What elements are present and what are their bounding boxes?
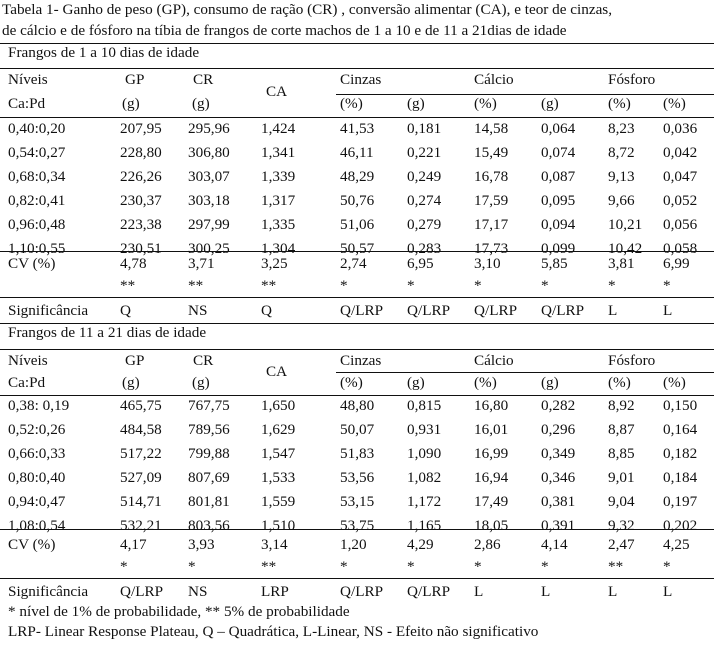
cell-ash-pct: 48,29 (340, 168, 375, 185)
significance-stars-ash-g: * (407, 558, 415, 575)
significance-gp: Q (120, 302, 131, 319)
cell-level: 0,80:0,40 (8, 469, 66, 486)
cell-cr: 799,88 (188, 445, 230, 462)
cell-phosphorus-pct: 8,85 (608, 445, 635, 462)
significance-stars-phosphorus-g: * (663, 277, 671, 294)
cell-ash-pct: 48,80 (340, 397, 375, 414)
cell-phosphorus-pct: 8,23 (608, 120, 635, 137)
cell-cr: 767,75 (188, 397, 230, 414)
header-calcio: Cálcio (474, 71, 514, 88)
significance-ash-g: Q/LRP (407, 583, 451, 600)
header-unit-1: (g) (407, 374, 425, 391)
cv-calcium-pct: 2,86 (474, 536, 501, 553)
significance-stars-calcium-pct: * (474, 277, 482, 294)
cell-ash-pct: 50,57 (340, 240, 375, 257)
cell-calcium-pct: 17,49 (474, 493, 509, 510)
cell-phosphorus-pct: 9,04 (608, 493, 635, 510)
cell-gp: 514,71 (120, 493, 162, 510)
cell-calcium-pct: 15,49 (474, 144, 509, 161)
rule-section-0-top-1 (0, 68, 714, 69)
cell-level: 0,54:0,27 (8, 144, 66, 161)
header-cr: CR (193, 352, 214, 369)
header-unit-0: (%) (340, 95, 363, 112)
cell-cr: 303,18 (188, 192, 230, 209)
significance-ca: LRP (261, 583, 289, 600)
cv-ash-g: 4,29 (407, 536, 434, 553)
table-caption-line-1: Tabela 1- Ganho de peso (GP), consumo de ração (CR) , conversão alimentar (CA), e teor de cinzas, (2, 1, 613, 18)
cell-ca: 1,424 (261, 120, 296, 137)
cell-phosphorus-pct: 9,13 (608, 168, 635, 185)
section-title: Frangos de 1 a 10 dias de idade (8, 44, 200, 61)
cell-ash-pct: 50,07 (340, 421, 375, 438)
cell-ash-g: 1,165 (407, 517, 442, 534)
footnote-abbreviations: LRP- Linear Response Plateau, Q – Quadrática, L-Linear, NS - Efeito não significativo (8, 623, 539, 640)
header-ca-pd: Ca:Pd (8, 95, 46, 112)
header-unit-2: (%) (474, 95, 497, 112)
cell-ash-pct: 51,83 (340, 445, 375, 462)
cell-ash-g: 1,082 (407, 469, 442, 486)
cv-label: CV (%) (8, 255, 56, 272)
cell-ca: 1,317 (261, 192, 296, 209)
cell-ca: 1,650 (261, 397, 296, 414)
cell-cr: 801,81 (188, 493, 230, 510)
cell-phosphorus-g: 0,052 (663, 192, 698, 209)
cell-ash-g: 0,221 (407, 144, 442, 161)
cell-phosphorus-g: 0,056 (663, 216, 698, 233)
header-unit-3: (g) (541, 374, 559, 391)
cell-calcium-g: 0,099 (541, 240, 576, 257)
cell-calcium-g: 0,064 (541, 120, 576, 137)
cell-level: 0,82:0,41 (8, 192, 66, 209)
significance-stars-cr: * (188, 558, 196, 575)
cell-calcium-g: 0,094 (541, 216, 576, 233)
rule-above-significance-0 (0, 297, 714, 298)
significance-phosphorus-pct: L (608, 302, 618, 319)
cv-calcium-g: 4,14 (541, 536, 568, 553)
significance-stars-gp: * (120, 558, 128, 575)
cv-label: CV (%) (8, 536, 56, 553)
cell-ash-pct: 50,76 (340, 192, 375, 209)
significance-stars-ash-pct: * (340, 277, 348, 294)
header-unit-5: (%) (663, 374, 686, 391)
cell-calcium-g: 0,095 (541, 192, 576, 209)
significance-stars-calcium-pct: * (474, 558, 482, 575)
significance-calcium-pct: L (474, 583, 484, 600)
header-ca: CA (266, 363, 288, 380)
cell-ca: 1,335 (261, 216, 296, 233)
significance-stars-ca: ** (261, 558, 277, 575)
header-calcio: Cálcio (474, 352, 514, 369)
cv-calcium-g: 5,85 (541, 255, 568, 272)
cell-calcium-g: 0,346 (541, 469, 576, 486)
significance-cr: NS (188, 583, 208, 600)
significance-stars-phosphorus-pct: ** (608, 558, 624, 575)
cell-ash-g: 1,172 (407, 493, 442, 510)
cv-ash-pct: 2,74 (340, 255, 367, 272)
cell-phosphorus-pct: 10,42 (608, 240, 643, 257)
cell-level: 0,66:0,33 (8, 445, 66, 462)
header-cr-unit: (g) (192, 374, 210, 391)
significance-stars-ash-g: * (407, 277, 415, 294)
cell-phosphorus-g: 0,058 (663, 240, 698, 257)
cell-phosphorus-pct: 8,92 (608, 397, 635, 414)
header-ca-pd: Ca:Pd (8, 374, 46, 391)
header-cr-unit: (g) (192, 95, 210, 112)
cell-calcium-pct: 16,99 (474, 445, 509, 462)
cell-ash-pct: 53,75 (340, 517, 375, 534)
cv-gp: 4,17 (120, 536, 147, 553)
header-unit-4: (%) (608, 95, 631, 112)
cell-cr: 297,99 (188, 216, 230, 233)
cell-phosphorus-g: 0,182 (663, 445, 698, 462)
significance-stars-gp: ** (120, 277, 136, 294)
cell-gp: 465,75 (120, 397, 162, 414)
rule-group-subheader-0 (336, 94, 714, 95)
cell-gp: 226,26 (120, 168, 162, 185)
cell-calcium-pct: 17,17 (474, 216, 509, 233)
section-title: Frangos de 11 a 21 dias de idade (8, 324, 207, 341)
cell-phosphorus-pct: 9,32 (608, 517, 635, 534)
header-cinzas: Cinzas (340, 352, 382, 369)
significance-phosphorus-g: L (663, 583, 673, 600)
cell-calcium-pct: 16,01 (474, 421, 509, 438)
cell-ca: 1,341 (261, 144, 296, 161)
cell-phosphorus-g: 0,164 (663, 421, 698, 438)
rule-group-subheader-1 (336, 372, 714, 373)
cv-ca: 3,25 (261, 255, 288, 272)
cell-ca: 1,533 (261, 469, 296, 486)
cell-phosphorus-g: 0,036 (663, 120, 698, 137)
rule-section-1-top-1 (0, 349, 714, 350)
significance-stars-ash-pct: * (340, 558, 348, 575)
header-unit-2: (%) (474, 374, 497, 391)
significance-stars-phosphorus-pct: * (608, 277, 616, 294)
significance-ash-pct: Q/LRP (340, 302, 384, 319)
cell-cr: 789,56 (188, 421, 230, 438)
significance-ca: Q (261, 302, 272, 319)
cell-cr: 295,96 (188, 120, 230, 137)
cell-calcium-pct: 17,59 (474, 192, 509, 209)
significance-stars-cr: ** (188, 277, 204, 294)
significance-ash-g: Q/LRP (407, 302, 451, 319)
cell-calcium-pct: 16,78 (474, 168, 509, 185)
cell-level: 0,96:0,48 (8, 216, 66, 233)
cell-calcium-g: 0,296 (541, 421, 576, 438)
cell-cr: 803,56 (188, 517, 230, 534)
cell-ash-g: 0,815 (407, 397, 442, 414)
header-fosforo: Fósforo (608, 71, 656, 88)
header-niveis: Níveis (8, 352, 48, 369)
cv-phosphorus-pct: 2,47 (608, 536, 635, 553)
significance-label: Significância (8, 302, 89, 319)
header-ca: CA (266, 83, 288, 100)
significance-stars-phosphorus-g: * (663, 558, 671, 575)
header-unit-3: (g) (541, 95, 559, 112)
header-gp: GP (125, 71, 145, 88)
significance-calcium-pct: Q/LRP (474, 302, 518, 319)
cell-ash-g: 0,249 (407, 168, 442, 185)
cell-gp: 207,95 (120, 120, 162, 137)
cell-phosphorus-g: 0,197 (663, 493, 698, 510)
cell-calcium-g: 0,349 (541, 445, 576, 462)
cell-ash-pct: 51,06 (340, 216, 375, 233)
cell-ca: 1,559 (261, 493, 296, 510)
cell-phosphorus-pct: 8,72 (608, 144, 635, 161)
cell-ca: 1,547 (261, 445, 296, 462)
cell-ca: 1,629 (261, 421, 296, 438)
cell-gp: 230,51 (120, 240, 162, 257)
rule-above-significance-1 (0, 578, 714, 579)
cell-gp: 527,09 (120, 469, 162, 486)
significance-gp: Q/LRP (120, 583, 164, 600)
cell-level: 0,52:0,26 (8, 421, 66, 438)
cv-cr: 3,71 (188, 255, 215, 272)
cell-gp: 230,37 (120, 192, 162, 209)
cell-level: 0,68:0,34 (8, 168, 66, 185)
cell-calcium-g: 0,087 (541, 168, 576, 185)
cv-ash-pct: 1,20 (340, 536, 367, 553)
cv-phosphorus-g: 6,99 (663, 255, 690, 272)
cell-ash-g: 0,283 (407, 240, 442, 257)
cell-ash-g: 0,931 (407, 421, 442, 438)
header-cinzas: Cinzas (340, 71, 382, 88)
footnote-significance: * nível de 1% de probabilidade, ** 5% de probabilidade (8, 603, 350, 620)
header-cr: CR (193, 71, 214, 88)
cell-gp: 532,21 (120, 517, 162, 534)
significance-stars-calcium-g: * (541, 558, 549, 575)
cell-level: 0,38: 0,19 (8, 397, 70, 414)
cell-phosphorus-pct: 9,01 (608, 469, 635, 486)
significance-phosphorus-g: L (663, 302, 673, 319)
cv-calcium-pct: 3,10 (474, 255, 501, 272)
cell-ca: 1,304 (261, 240, 296, 257)
cell-cr: 300,25 (188, 240, 230, 257)
cell-ash-pct: 53,15 (340, 493, 375, 510)
header-unit-5: (%) (663, 95, 686, 112)
cell-level: 1,08:0,54 (8, 517, 66, 534)
cell-calcium-pct: 16,80 (474, 397, 509, 414)
cell-ash-g: 0,181 (407, 120, 442, 137)
cell-phosphorus-g: 0,184 (663, 469, 698, 486)
cell-calcium-pct: 18,05 (474, 517, 509, 534)
cell-phosphorus-g: 0,150 (663, 397, 698, 414)
cell-gp: 228,80 (120, 144, 162, 161)
cv-phosphorus-pct: 3,81 (608, 255, 635, 272)
significance-ash-pct: Q/LRP (340, 583, 384, 600)
cell-ca: 1,510 (261, 517, 296, 534)
cv-gp: 4,78 (120, 255, 147, 272)
significance-stars-calcium-g: * (541, 277, 549, 294)
cv-cr: 3,93 (188, 536, 215, 553)
header-gp-unit: (g) (122, 95, 140, 112)
cell-level: 0,40:0,20 (8, 120, 66, 137)
cell-gp: 223,38 (120, 216, 162, 233)
header-unit-0: (%) (340, 374, 363, 391)
significance-phosphorus-pct: L (608, 583, 618, 600)
cell-gp: 484,58 (120, 421, 162, 438)
table-caption-line-2: de cálcio e de fósforo na tíbia de frangos de corte machos de 1 a 10 e de 11 a 21dias de idade (2, 22, 567, 39)
cell-calcium-pct: 17,73 (474, 240, 509, 257)
header-gp: GP (125, 352, 145, 369)
significance-stars-ca: ** (261, 277, 277, 294)
cell-ash-g: 0,279 (407, 216, 442, 233)
cell-level: 1,10:0,55 (8, 240, 66, 257)
header-unit-4: (%) (608, 374, 631, 391)
cell-calcium-g: 0,381 (541, 493, 576, 510)
cell-phosphorus-g: 0,042 (663, 144, 698, 161)
cell-gp: 517,22 (120, 445, 162, 462)
cv-ash-g: 6,95 (407, 255, 434, 272)
cell-ash-pct: 53,56 (340, 469, 375, 486)
significance-calcium-g: Q/LRP (541, 302, 585, 319)
cell-ca: 1,339 (261, 168, 296, 185)
header-unit-1: (g) (407, 95, 425, 112)
cell-cr: 306,80 (188, 144, 230, 161)
header-niveis: Níveis (8, 71, 48, 88)
cell-cr: 807,69 (188, 469, 230, 486)
rule-header-bottom-0 (0, 117, 714, 118)
cell-ash-pct: 46,11 (340, 144, 374, 161)
significance-calcium-g: L (541, 583, 551, 600)
rule-header-bottom-1 (0, 395, 714, 396)
cell-phosphorus-pct: 9,66 (608, 192, 635, 209)
cell-phosphorus-g: 0,202 (663, 517, 698, 534)
cell-calcium-g: 0,282 (541, 397, 576, 414)
cell-ash-g: 1,090 (407, 445, 442, 462)
cell-phosphorus-pct: 10,21 (608, 216, 643, 233)
cell-ash-pct: 41,53 (340, 120, 375, 137)
cv-phosphorus-g: 4,25 (663, 536, 690, 553)
significance-cr: NS (188, 302, 208, 319)
cell-level: 0,94:0,47 (8, 493, 66, 510)
cell-ash-g: 0,274 (407, 192, 442, 209)
cell-calcium-g: 0,074 (541, 144, 576, 161)
cv-ca: 3,14 (261, 536, 288, 553)
significance-label: Significância (8, 583, 89, 600)
header-gp-unit: (g) (122, 374, 140, 391)
cell-phosphorus-pct: 8,87 (608, 421, 635, 438)
cell-calcium-pct: 16,94 (474, 469, 509, 486)
cell-phosphorus-g: 0,047 (663, 168, 698, 185)
cell-cr: 303,07 (188, 168, 230, 185)
header-fosforo: Fósforo (608, 352, 656, 369)
cell-calcium-pct: 14,58 (474, 120, 509, 137)
cell-calcium-g: 0,391 (541, 517, 576, 534)
